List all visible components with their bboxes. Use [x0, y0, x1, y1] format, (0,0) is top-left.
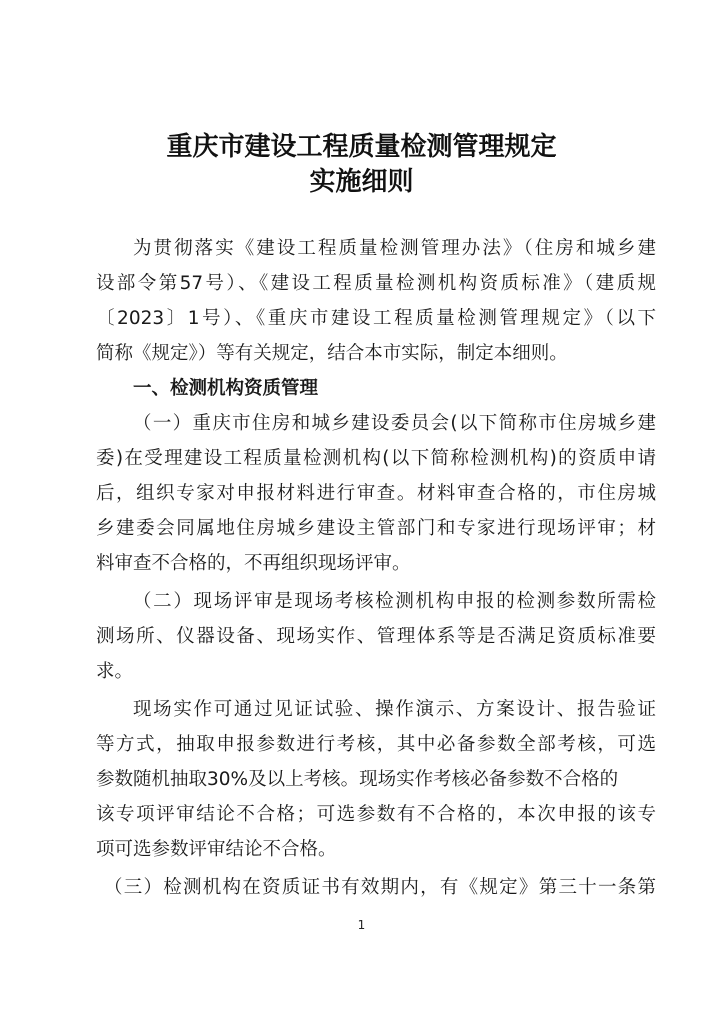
item1-line: 后，组织专家对申报材料进行审查。材料审查合格的，市住房城 — [96, 483, 656, 504]
item2-line: 求。 — [96, 661, 134, 682]
page-number: 1 — [357, 918, 366, 932]
item2-detail-line: 等方式，抽取申报参数进行考核，其中必备参数全部考核，可选 — [96, 734, 656, 755]
item1-line: 委)在受理建设工程质量检测机构(以下简称检测机构)的资质申请 — [96, 448, 656, 469]
document-subtitle: 实施细则 — [309, 167, 414, 197]
item2-detail-line: 现场实作可通过见证试验、操作演示、方案设计、报告验证 — [133, 699, 656, 720]
item2-detail-line: 参数随机抽取30%及以上考核。现场实作考核必备参数不合格的 — [96, 769, 619, 790]
intro-line: 设部令第57号）、《建设工程质量检测机构资质标准》（建质规 — [96, 273, 656, 294]
item2-line: 测场所、仪器设备、现场实作、管理体系等是否满足资质标准要 — [96, 626, 656, 647]
item2-detail-line: 该专项评审结论不合格；可选参数有不合格的，本次申报的该专 — [96, 804, 656, 825]
item1-line: 料审查不合格的，不再组织现场评审。 — [96, 553, 411, 574]
document-title: 重庆市建设工程质量检测管理规定 — [166, 132, 557, 162]
item3-line: （三）检测机构在资质证书有效期内，有《规定》第三十一条第 — [104, 877, 656, 898]
section-heading: 一、检测机构资质管理 — [133, 378, 319, 399]
item2-detail-line: 项可选参数评审结论不合格。 — [96, 839, 337, 860]
item1-line: （一）重庆市住房和城乡建设委员会(以下简称市住房城乡建 — [133, 413, 656, 434]
item1-line: 乡建委会同属地住房城乡建设主管部门和专家进行现场评审；材 — [96, 518, 656, 539]
intro-line: 为贯彻落实《建设工程质量检测管理办法》（住房和城乡建 — [133, 238, 656, 259]
intro-line: 简称《规定》）等有关规定，结合本市实际，制定本细则。 — [96, 343, 568, 364]
item2-line: （二）现场评审是现场考核检测机构申报的检测参数所需检 — [133, 591, 656, 612]
intro-line: 〔2023〕1号）、《重庆市建设工程质量检测管理规定》（以下 — [96, 308, 656, 329]
